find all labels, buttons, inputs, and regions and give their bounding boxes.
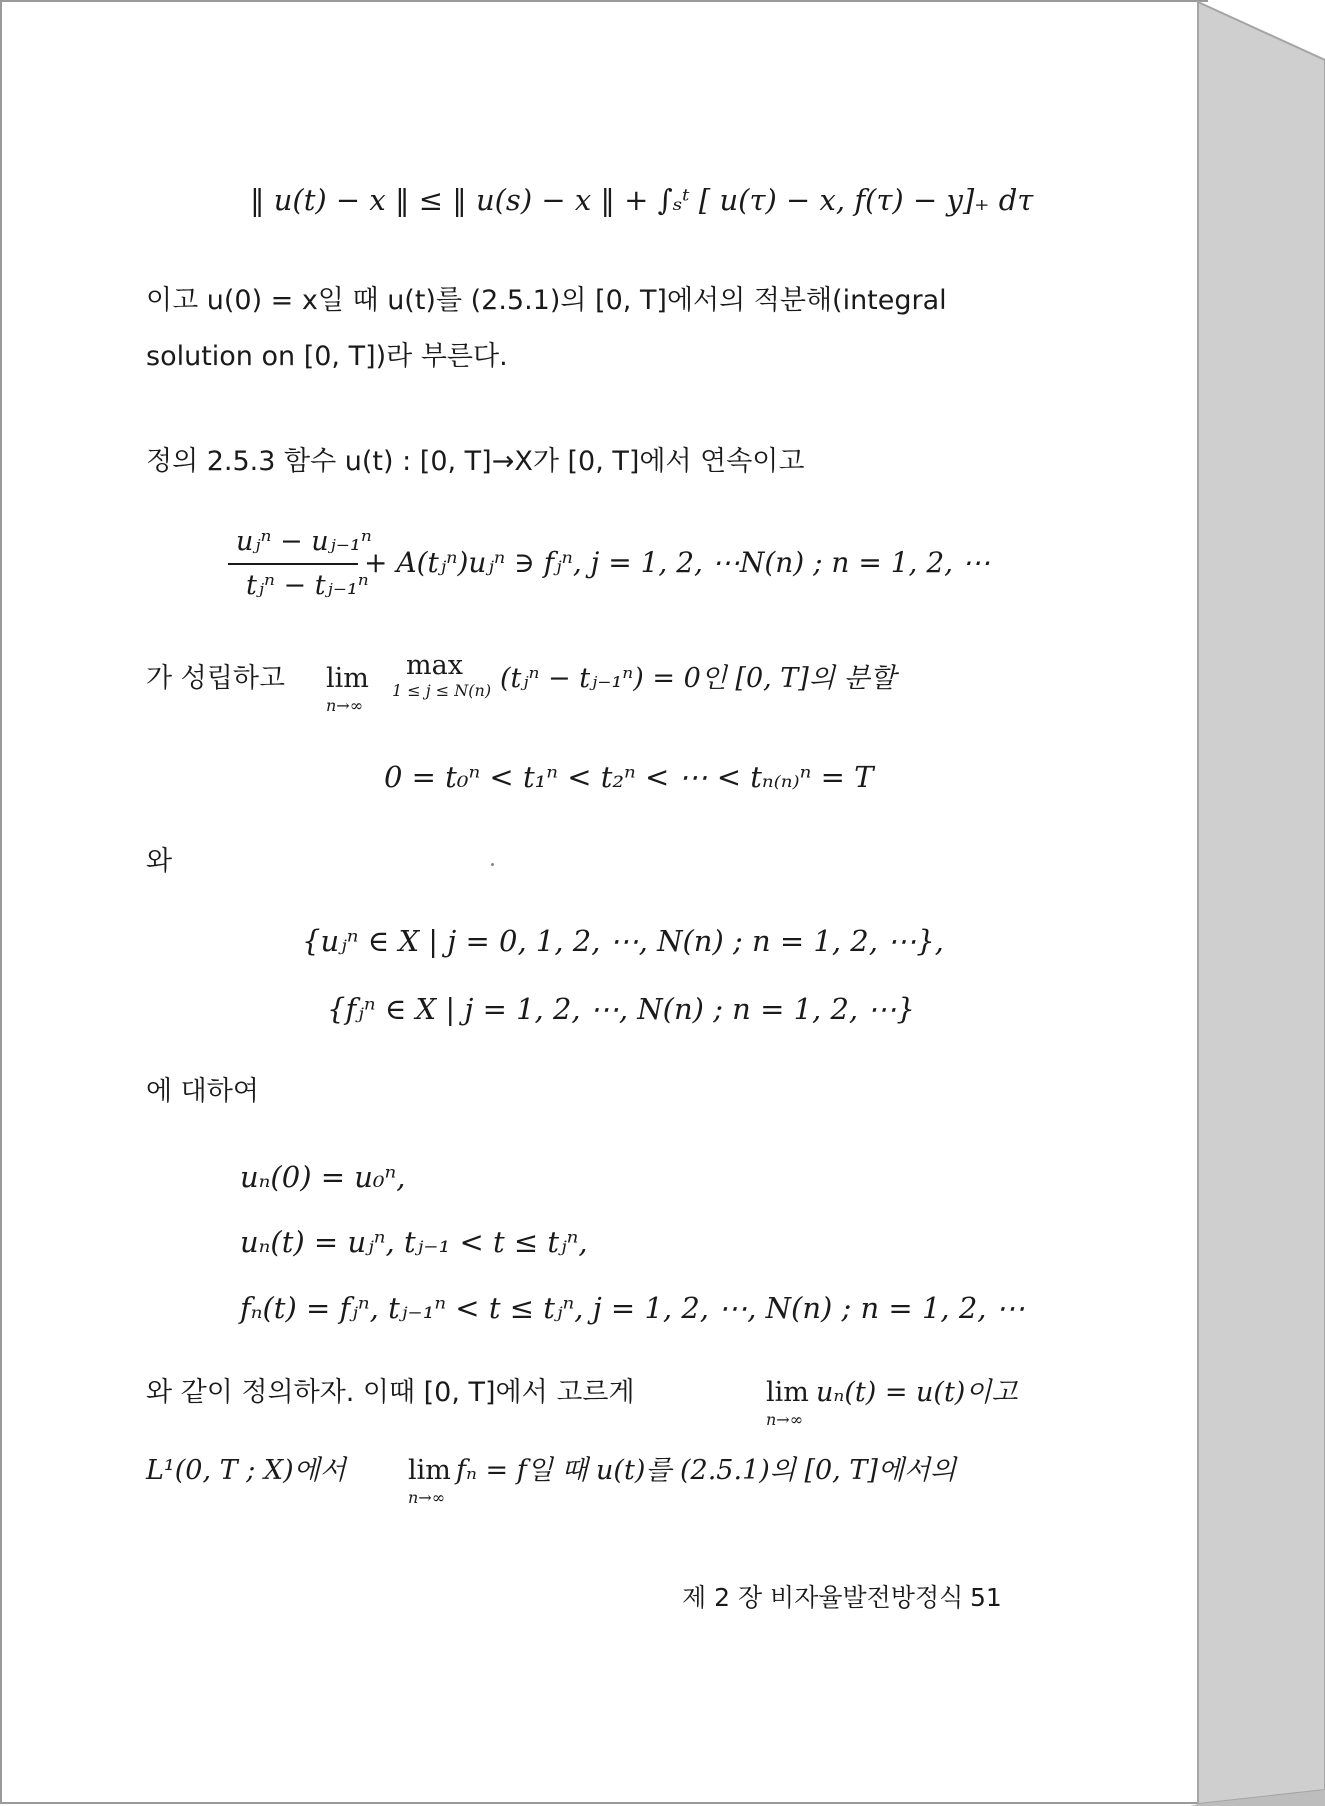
closing-line-1-expression: uₙ(t) = u(t)이고 [816,1377,1018,1408]
max-operator: max [406,650,463,681]
fn-t-definition: fₙ(t) = fⱼⁿ, tⱼ₋₁ⁿ < t ≤ tⱼⁿ, j = 1, 2, ⋯, N(n) ; n = 1, 2, ⋯ [240,1291,1025,1325]
set-u-definition: {uⱼⁿ ∈ X | j = 0, 1, 2, ⋯, N(n) ; n = 1, 2, ⋯}, [302,924,944,958]
equation-integral-inequality: ‖ u(t) − x ‖ ≤ ‖ u(s) − x ‖ + ∫ₛᵗ [ u(τ) − x, f(τ) − y]₊ dτ [250,183,1034,217]
fraction-bar [228,563,358,565]
definition-text-line-2: solution on [0, T])라 부른다. [146,341,508,372]
definition-text-line-1: 이고 u(0) = x일 때 u(t)를 (2.5.1)의 [0, T]에서의 적분해(integral [146,285,947,316]
un-zero-definition: uₙ(0) = u₀ⁿ, [240,1160,406,1194]
partition-equation: 0 = t₀ⁿ < t₁ⁿ < t₂ⁿ < ⋯ < tₙ₍ₙ₎ⁿ = T [384,760,874,794]
difference-equation-rest: + A(tⱼⁿ)uⱼⁿ ∋ fⱼⁿ, j = 1, 2, ⋯N(n) ; n = 1, 2, ⋯ [364,546,990,579]
closing-line-2-lim: lim [408,1455,451,1486]
page-number: 51 [970,1583,1002,1612]
closing-line-1-text: 와 같이 정의하자. 이때 [0, T]에서 고르게 [146,1377,635,1408]
un-t-definition: uₙ(t) = uⱼⁿ, tⱼ₋₁ < t ≤ tⱼⁿ, [240,1225,588,1259]
text-e-daehayeo: 에 대하여 [146,1076,259,1107]
closing-line-2-expression: fₙ = f일 때 u(t)를 (2.5.1)의 [0, T]에서의 [456,1455,957,1486]
chapter-footer: 제 2 장 비자율발전방정식 [682,1583,964,1612]
closing-line-2-text: L¹(0, T ; X)에서 [146,1455,346,1486]
closing-line-1-lim-subscript: n→∞ [766,1410,804,1429]
lim-operator: lim [326,663,369,694]
text-wa: 와 [146,846,173,877]
closing-line-2-lim-subscript: n→∞ [408,1488,446,1507]
lim-line-expression: (tⱼⁿ − tⱼ₋₁ⁿ) = 0인 [0, T]의 분할 [500,663,896,694]
difference-quotient-denominator: tⱼⁿ − tⱼ₋₁ⁿ [246,570,369,601]
closing-line-1-lim: lim [766,1377,809,1408]
lim-subscript: n→∞ [326,696,364,715]
max-subscript: 1 ≤ j ≤ N(n) [392,681,492,700]
difference-quotient-numerator: uⱼⁿ − uⱼ₋₁ⁿ [236,526,372,557]
set-f-definition: {fⱼⁿ ∈ X | j = 1, 2, ⋯, N(n) ; n = 1, 2, ⋯} [327,992,915,1026]
stray-dot [491,863,494,866]
definition-2-5-3-heading: 정의 2.5.3 함수 u(t) : [0, T]→X가 [0, T]에서 연속이고 [146,446,805,477]
lim-line-prefix: 가 성립하고 [146,663,285,694]
